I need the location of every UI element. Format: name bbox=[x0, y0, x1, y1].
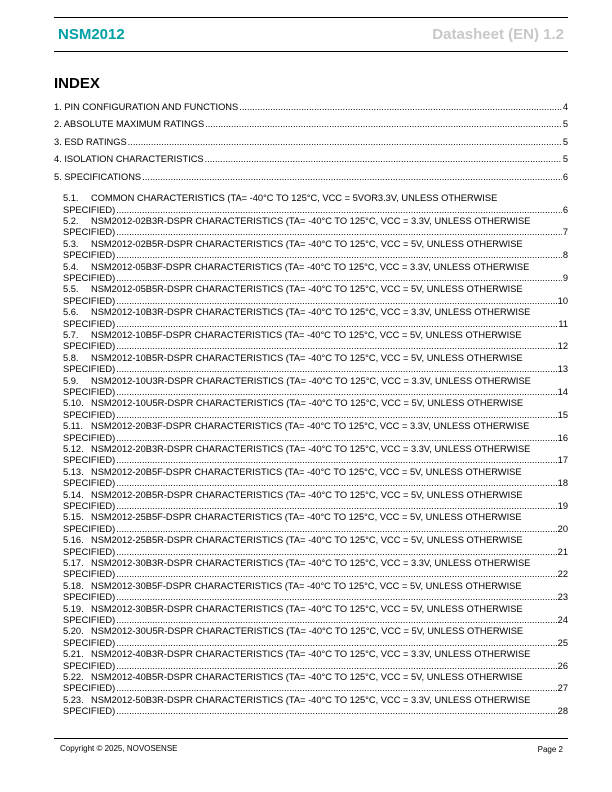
index-title: INDEX bbox=[54, 75, 100, 92]
toc-leader-dots bbox=[116, 433, 556, 444]
toc-subentry-number: 5.21. bbox=[63, 649, 84, 660]
toc-subentry-line1 bbox=[63, 558, 568, 569]
toc-subentry-line1 bbox=[63, 262, 568, 273]
toc-subentry-line2 bbox=[63, 661, 568, 672]
toc-subentry-number: 5.15. bbox=[63, 512, 84, 523]
toc-leader-dots bbox=[116, 387, 556, 398]
toc-subentry-continuation: SPECIFIED) bbox=[63, 364, 116, 375]
toc-subentry-line2 bbox=[63, 683, 568, 694]
toc-subentry-continuation: SPECIFIED) bbox=[63, 250, 116, 261]
toc-subentry-line2 bbox=[63, 524, 568, 535]
toc-leader-dots bbox=[116, 615, 556, 626]
toc-subentry[interactable] bbox=[54, 604, 568, 627]
toc-subentry[interactable] bbox=[54, 239, 568, 262]
toc-subentry-line2 bbox=[63, 364, 568, 375]
toc-subentry-line1 bbox=[63, 649, 568, 660]
toc-subentry-continuation: SPECIFIED) bbox=[63, 523, 116, 534]
toc-subentry[interactable] bbox=[54, 421, 568, 444]
toc-subentry-line2 bbox=[63, 615, 568, 626]
toc-leader-dots bbox=[116, 205, 562, 216]
toc-entry[interactable] bbox=[54, 101, 568, 113]
toc-leader-dots bbox=[116, 547, 556, 558]
toc-subentry-line2 bbox=[63, 205, 568, 216]
page-footer bbox=[54, 738, 568, 754]
toc-page-number: 25 bbox=[557, 637, 568, 648]
toc-subentry-title: NSM2012-10B5F-DSPR CHARACTERISTICS (TA= -40°C TO 125°C, VCC = 5V, UNLESS OTHERWISE bbox=[91, 329, 522, 340]
toc-subentry-number: 5.4. bbox=[63, 261, 79, 272]
toc-page-number: 14 bbox=[557, 386, 568, 397]
page-number: Page 2 bbox=[537, 745, 563, 754]
toc-subentry-number: 5.6. bbox=[63, 307, 79, 318]
toc-subentry-line1 bbox=[63, 467, 568, 478]
toc-leader-dots bbox=[239, 101, 562, 113]
toc-subentry-continuation: SPECIFIED) bbox=[63, 272, 116, 283]
page-header bbox=[54, 17, 568, 52]
toc-subentry-title: NSM2012-40B5R-DSPR CHARACTERISTICS (TA= -40°C TO 125°C, VCC = 5V, UNLESS OTHERWISE bbox=[91, 671, 523, 682]
toc-subentry-continuation: SPECIFIED) bbox=[63, 706, 116, 717]
toc-page-number: 22 bbox=[557, 569, 568, 580]
toc-subentry[interactable] bbox=[54, 535, 568, 558]
toc-subentry-line1 bbox=[63, 581, 568, 592]
toc-leader-dots bbox=[116, 683, 556, 694]
toc-subentry[interactable] bbox=[54, 444, 568, 467]
toc-subentry-line2 bbox=[63, 319, 568, 330]
doc-version: Datasheet (EN) 1.2 bbox=[432, 26, 564, 43]
toc-page-number: 24 bbox=[557, 614, 568, 625]
toc-subentry-continuation: SPECIFIED) bbox=[63, 592, 116, 603]
toc-subentry-line2 bbox=[63, 410, 568, 421]
toc-subentry-line2 bbox=[63, 433, 568, 444]
toc-subentry-line1 bbox=[63, 604, 568, 615]
toc-page-number: 28 bbox=[557, 706, 568, 717]
toc-subentry-line2 bbox=[63, 478, 568, 489]
toc-subentry-number: 5.17. bbox=[63, 557, 84, 568]
toc-page-number: 16 bbox=[557, 432, 568, 443]
toc-subentry-title: NSM2012-30U5R-DSPR CHARACTERISTICS (TA= -40°C TO 125°C, VCC = 5V, UNLESS OTHERWISE bbox=[91, 626, 524, 637]
toc-subentry-line1 bbox=[63, 307, 568, 318]
toc-subentry-line1 bbox=[63, 512, 568, 523]
toc-subentry-line1 bbox=[63, 626, 568, 637]
toc-entry-title: 4. ISOLATION CHARACTERISTICS bbox=[54, 154, 204, 165]
toc-subentry-number: 5.9. bbox=[63, 375, 79, 386]
toc-subentry-line1 bbox=[63, 672, 568, 683]
toc-subentry-line2 bbox=[63, 341, 568, 352]
toc-subentry-line2 bbox=[63, 273, 568, 284]
toc-leader-dots bbox=[116, 478, 556, 489]
toc-subentry-line1 bbox=[63, 535, 568, 546]
toc-leader-dots bbox=[116, 592, 556, 603]
toc-subentry-number: 5.16. bbox=[63, 535, 84, 546]
toc-subentry-number: 5.22. bbox=[63, 671, 84, 682]
toc-subentry-line2 bbox=[63, 638, 568, 649]
toc-leader-dots bbox=[116, 569, 556, 580]
toc-subentry-continuation: SPECIFIED) bbox=[63, 478, 116, 489]
toc-subentry[interactable] bbox=[54, 398, 568, 421]
toc-leader-dots bbox=[205, 118, 562, 130]
toc-subentry-title: NSM2012-40B3R-DSPR CHARACTERISTICS (TA= -40°C TO 125°C, VCC = 3.3V, UNLESS OTHERWISE bbox=[91, 649, 531, 660]
toc-subentry-line1 bbox=[63, 490, 568, 501]
toc-subentry-line2 bbox=[63, 706, 568, 717]
toc-page-number: 12 bbox=[557, 341, 568, 352]
toc-subentry[interactable] bbox=[54, 376, 568, 399]
toc-entry-title: 5. SPECIFICATIONS bbox=[54, 171, 142, 182]
toc-subentry-continuation: SPECIFIED) bbox=[63, 500, 116, 511]
toc-subentry-number: 5.14. bbox=[63, 489, 84, 500]
toc-subentry-title: NSM2012-30B5F-DSPR CHARACTERISTICS (TA= -40°C TO 125°C, VCC = 5V, UNLESS OTHERWISE bbox=[91, 580, 522, 591]
toc-subentry-line2 bbox=[63, 227, 568, 238]
toc-subentry-number: 5.3. bbox=[63, 238, 79, 249]
toc-leader-dots bbox=[116, 273, 562, 284]
toc-subentry[interactable] bbox=[54, 581, 568, 604]
toc-page-number: 27 bbox=[557, 683, 568, 694]
toc-page-number: 8 bbox=[562, 250, 568, 261]
toc-subentry[interactable] bbox=[54, 558, 568, 581]
toc-subentry-title: NSM2012-30B3R-DSPR CHARACTERISTICS (TA= -40°C TO 125°C, VCC = 3.3V, UNLESS OTHERWISE bbox=[91, 557, 531, 568]
toc-subentry[interactable] bbox=[54, 695, 568, 718]
toc-leader-dots bbox=[128, 136, 562, 148]
toc-entry[interactable] bbox=[54, 136, 568, 148]
toc-subentry-line2 bbox=[63, 387, 568, 398]
table-of-contents bbox=[54, 101, 568, 718]
toc-subentry-title: NSM2012-05B3F-DSPR CHARACTERISTICS (TA= -40°C TO 125°C, VCC = 3.3V, UNLESS OTHERWISE bbox=[91, 261, 530, 272]
toc-page-number: 7 bbox=[562, 227, 568, 238]
toc-leader-dots bbox=[142, 171, 562, 183]
toc-page-number: 5 bbox=[562, 136, 568, 147]
toc-subentry[interactable] bbox=[54, 262, 568, 285]
toc-entry[interactable] bbox=[54, 171, 568, 183]
toc-sub-list bbox=[54, 188, 568, 717]
toc-subentry-title: NSM2012-50B3R-DSPR CHARACTERISTICS (TA= -40°C TO 125°C, VCC = 3.3V, UNLESS OTHERWISE bbox=[91, 694, 531, 705]
toc-subentry-title: NSM2012-10U5R-DSPR CHARACTERISTICS (TA= -40°C TO 125°C, VCC = 5V, UNLESS OTHERWISE bbox=[91, 398, 524, 409]
toc-page-number: 4 bbox=[562, 102, 568, 112]
toc-subentry[interactable] bbox=[54, 626, 568, 649]
toc-subentry-title: NSM2012-30B5R-DSPR CHARACTERISTICS (TA= -40°C TO 125°C, VCC = 5V, UNLESS OTHERWISE bbox=[91, 603, 523, 614]
toc-leader-dots bbox=[116, 661, 556, 672]
toc-page-number: 5 bbox=[562, 119, 568, 130]
toc-subentry-line2 bbox=[63, 250, 568, 261]
toc-leader-dots bbox=[116, 364, 556, 375]
toc-subentry-title: NSM2012-20B5R-DSPR CHARACTERISTICS (TA= -40°C TO 125°C, VCC = 5V, UNLESS OTHERWISE bbox=[91, 489, 523, 500]
toc-subentry[interactable] bbox=[54, 649, 568, 672]
toc-subentry-continuation: SPECIFIED) bbox=[63, 295, 116, 306]
toc-leader-dots bbox=[116, 524, 556, 535]
toc-leader-dots bbox=[116, 410, 556, 421]
toc-page-number: 17 bbox=[557, 455, 568, 466]
toc-subentry-line1 bbox=[63, 239, 568, 250]
doc-id: NSM2012 bbox=[58, 26, 125, 43]
toc-page-number: 19 bbox=[557, 500, 568, 511]
toc-subentry-number: 5.18. bbox=[63, 580, 84, 591]
toc-subentry[interactable] bbox=[54, 216, 568, 239]
toc-subentry-number: 5.1. bbox=[63, 193, 79, 204]
toc-subentry-continuation: SPECIFIED) bbox=[63, 660, 116, 671]
toc-entry[interactable] bbox=[54, 153, 568, 165]
toc-leader-dots bbox=[116, 319, 557, 330]
toc-subentry-line1 bbox=[63, 216, 568, 227]
toc-subentry-line1 bbox=[63, 376, 568, 387]
toc-subentry-line1 bbox=[63, 330, 568, 341]
toc-subentry-title: NSM2012-10B5R-DSPR CHARACTERISTICS (TA= -40°C TO 125°C, VCC = 5V, UNLESS OTHERWISE bbox=[91, 352, 523, 363]
copyright: Copyright © 2025, NOVOSENSE bbox=[60, 744, 178, 753]
toc-page-number: 6 bbox=[562, 204, 568, 215]
toc-leader-dots bbox=[116, 250, 562, 261]
toc-subentry-title: NSM2012-25B5R-DSPR CHARACTERISTICS (TA= -40°C TO 125°C, VCC = 5V, UNLESS OTHERWISE bbox=[91, 535, 523, 546]
toc-page-number: 6 bbox=[562, 171, 568, 182]
toc-entry[interactable] bbox=[54, 118, 568, 130]
toc-subentry[interactable] bbox=[54, 512, 568, 535]
toc-leader-dots bbox=[116, 501, 556, 512]
toc-main-list bbox=[54, 101, 568, 183]
toc-subentry-number: 5.5. bbox=[63, 284, 79, 295]
toc-subentry-title: NSM2012-20B3R-DSPR CHARACTERISTICS (TA= -40°C TO 125°C, VCC = 3.3V, UNLESS OTHERWISE bbox=[91, 443, 531, 454]
toc-entry-title: 3. ESD RATINGS bbox=[54, 136, 127, 147]
toc-leader-dots bbox=[116, 706, 556, 717]
toc-subentry[interactable] bbox=[54, 672, 568, 695]
toc-page-number: 15 bbox=[557, 409, 568, 420]
toc-subentry-line1 bbox=[63, 695, 568, 706]
toc-subentry[interactable] bbox=[54, 307, 568, 330]
toc-subentry-title: NSM2012-02B5R-DSPR CHARACTERISTICS (TA= -40°C TO 125°C, VCC = 5V, UNLESS OTHERWISE bbox=[91, 238, 523, 249]
toc-page-number: 9 bbox=[562, 272, 568, 283]
toc-subentry-number: 5.12. bbox=[63, 443, 84, 454]
toc-subentry[interactable] bbox=[54, 330, 568, 353]
toc-subentry-title: NSM2012-10B3R-DSPR CHARACTERISTICS (TA= -40°C TO 125°C, VCC = 3.3V, UNLESS OTHERWISE bbox=[91, 307, 531, 318]
toc-entry-title: 2. ABSOLUTE MAXIMUM RATINGS bbox=[54, 119, 205, 130]
toc-subentry[interactable] bbox=[54, 353, 568, 376]
toc-subentry-continuation: SPECIFIED) bbox=[63, 341, 116, 352]
toc-subentry[interactable] bbox=[54, 467, 568, 490]
toc-subentry[interactable] bbox=[54, 193, 568, 216]
toc-subentry-title: NSM2012-02B3R-DSPR CHARACTERISTICS (TA= -40°C TO 125°C, VCC = 3.3V, UNLESS OTHERWISE bbox=[91, 215, 531, 226]
toc-subentry-number: 5.13. bbox=[63, 466, 84, 477]
toc-subentry-line1 bbox=[63, 398, 568, 409]
toc-subentry-number: 5.8. bbox=[63, 352, 79, 363]
toc-subentry-title: NSM2012-20B3F-DSPR CHARACTERISTICS (TA= -40°C TO 125°C, VCC = 3.3V, UNLESS OTHERWISE bbox=[91, 421, 530, 432]
toc-subentry-number: 5.7. bbox=[63, 329, 79, 340]
toc-page-number: 13 bbox=[557, 364, 568, 375]
toc-subentry-number: 5.20. bbox=[63, 626, 84, 637]
toc-page-number: 11 bbox=[558, 318, 568, 329]
toc-leader-dots bbox=[205, 153, 562, 165]
toc-page-number: 5 bbox=[562, 154, 568, 165]
toc-subentry-title: NSM2012-20B5F-DSPR CHARACTERISTICS (TA= -40°C TO 125°C, VCC = 5V, UNLESS OTHERWISE bbox=[91, 466, 522, 477]
toc-subentry-continuation: SPECIFIED) bbox=[63, 569, 116, 580]
toc-subentry-continuation: SPECIFIED) bbox=[63, 386, 116, 397]
toc-subentry-continuation: SPECIFIED) bbox=[63, 637, 116, 648]
toc-subentry-continuation: SPECIFIED) bbox=[63, 683, 116, 694]
toc-page-number: 10 bbox=[557, 295, 568, 306]
toc-entry-title: 1. PIN CONFIGURATION AND FUNCTIONS bbox=[54, 102, 239, 112]
toc-subentry[interactable] bbox=[54, 490, 568, 513]
toc-subentry-line2 bbox=[63, 569, 568, 580]
toc-subentry-title: NSM2012-25B5F-DSPR CHARACTERISTICS (TA= -40°C TO 125°C, VCC = 5V, UNLESS OTHERWISE bbox=[91, 512, 522, 523]
toc-subentry-continuation: SPECIFIED) bbox=[63, 432, 116, 443]
toc-subentry-number: 5.19. bbox=[63, 603, 84, 614]
toc-subentry-line1 bbox=[63, 444, 568, 455]
toc-subentry-number: 5.23. bbox=[63, 694, 84, 705]
toc-subentry-number: 5.10. bbox=[63, 398, 84, 409]
toc-subentry-title: NSM2012-05B5R-DSPR CHARACTERISTICS (TA= -40°C TO 125°C, VCC = 5V, UNLESS OTHERWISE bbox=[91, 284, 523, 295]
toc-leader-dots bbox=[116, 341, 556, 352]
toc-subentry-line1 bbox=[63, 421, 568, 432]
toc-page-number: 26 bbox=[557, 660, 568, 671]
toc-subentry-line1 bbox=[63, 193, 568, 204]
toc-subentry-number: 5.2. bbox=[63, 215, 79, 226]
toc-subentry-line2 bbox=[63, 547, 568, 558]
toc-subentry-continuation: SPECIFIED) bbox=[63, 546, 116, 557]
toc-subentry-title: COMMON CHARACTERISTICS (TA= -40°C TO 125°C, VCC = 5VOR3.3V, UNLESS OTHERWISE bbox=[91, 193, 498, 204]
toc-subentry-continuation: SPECIFIED) bbox=[63, 455, 116, 466]
toc-subentry-continuation: SPECIFIED) bbox=[63, 204, 116, 215]
toc-subentry-line2 bbox=[63, 501, 568, 512]
toc-subentry-line2 bbox=[63, 592, 568, 603]
toc-leader-dots bbox=[116, 296, 556, 307]
toc-subentry[interactable] bbox=[54, 284, 568, 307]
toc-subentry-number: 5.11. bbox=[63, 421, 83, 432]
toc-leader-dots bbox=[116, 638, 556, 649]
toc-subentry-continuation: SPECIFIED) bbox=[63, 614, 116, 625]
toc-subentry-line1 bbox=[63, 284, 568, 295]
toc-subentry-continuation: SPECIFIED) bbox=[63, 409, 116, 420]
toc-leader-dots bbox=[116, 227, 562, 238]
toc-subentry-line1 bbox=[63, 353, 568, 364]
toc-leader-dots bbox=[116, 455, 556, 466]
toc-page-number: 18 bbox=[557, 478, 568, 489]
toc-subentry-continuation: SPECIFIED) bbox=[63, 318, 116, 329]
toc-subentry-title: NSM2012-10U3R-DSPR CHARACTERISTICS (TA= -40°C TO 125°C, VCC = 3.3V, UNLESS OTHERWISE bbox=[91, 375, 531, 386]
toc-subentry-line2 bbox=[63, 455, 568, 466]
toc-subentry-continuation: SPECIFIED) bbox=[63, 227, 116, 238]
toc-subentry-line2 bbox=[63, 296, 568, 307]
toc-page-number: 21 bbox=[557, 546, 568, 557]
toc-page-number: 23 bbox=[557, 592, 568, 603]
toc-page-number: 20 bbox=[557, 523, 568, 534]
